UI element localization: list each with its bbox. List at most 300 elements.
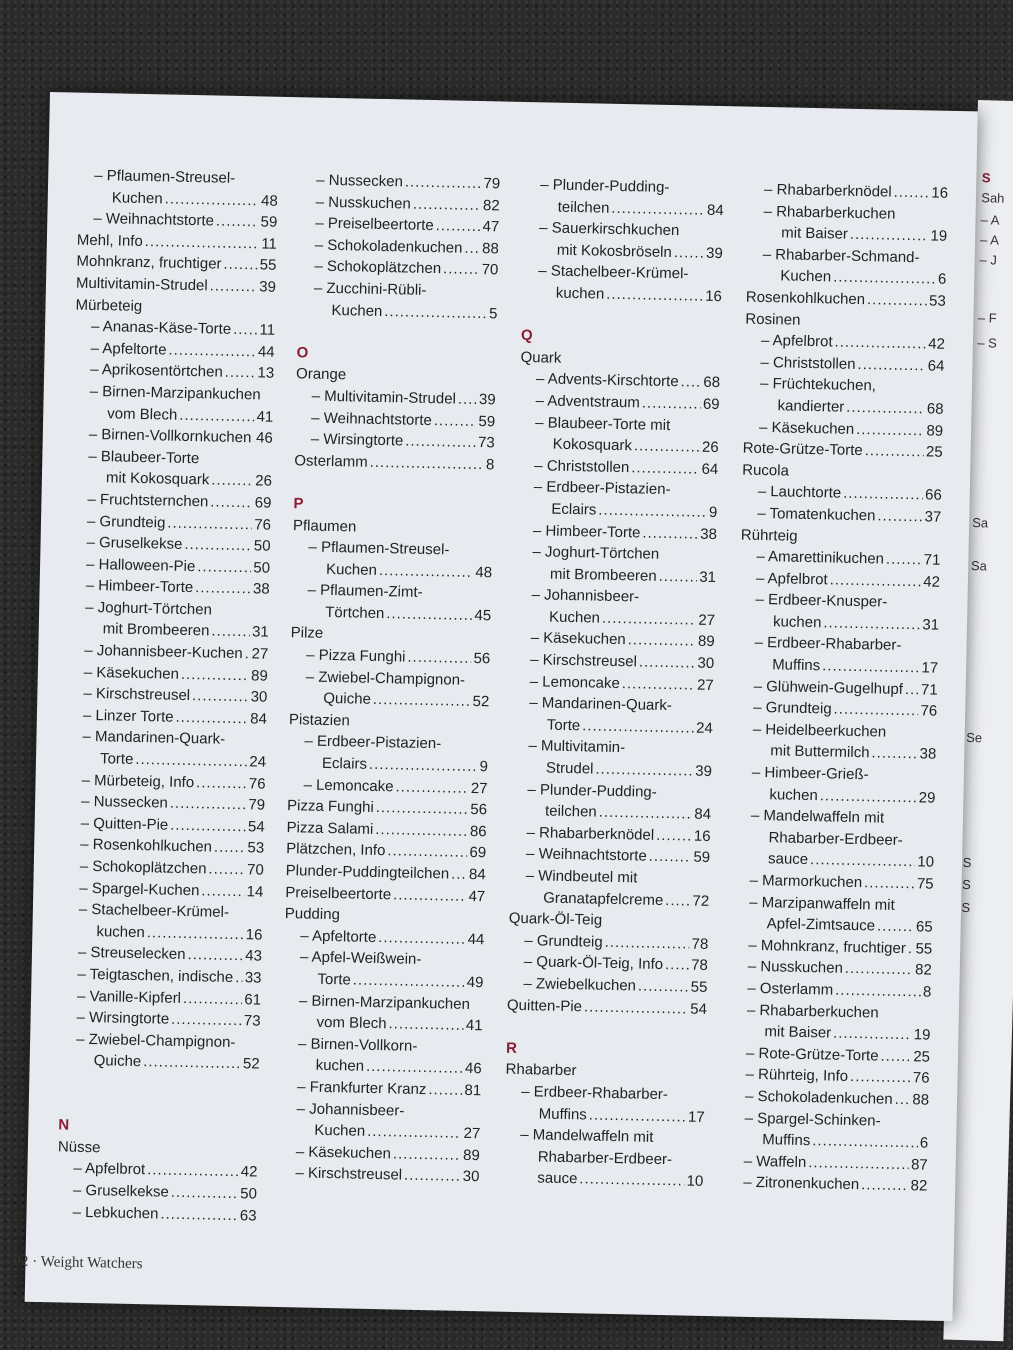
entry-text: Torte xyxy=(99,750,134,768)
index-subentry xyxy=(515,584,715,610)
page-ref: 44 xyxy=(467,930,485,949)
index-subentry xyxy=(747,243,947,269)
dot-leader xyxy=(369,754,478,778)
entry-text: – Nusskuchen xyxy=(315,193,411,213)
dot-leader xyxy=(407,647,472,670)
dot-leader xyxy=(833,1023,912,1046)
entry-text: – Heidelbeerkuchen xyxy=(752,720,887,741)
dot-leader xyxy=(147,922,244,946)
entry-text: – Joghurt-Törtchen xyxy=(532,543,660,563)
entry-text: Muffins xyxy=(771,656,821,675)
entry-text: – Osterlamm xyxy=(747,979,834,999)
dot-leader xyxy=(168,339,256,362)
dot-leader xyxy=(405,171,482,194)
page-ref: 73 xyxy=(243,1012,261,1030)
index-column-1 xyxy=(56,165,278,1227)
entry-text: – Mandarinen-Quark- xyxy=(529,694,673,715)
page-ref: 56 xyxy=(473,650,491,668)
entry-text: Muffins xyxy=(538,1104,587,1123)
entry-text: – Rhabarberknödel xyxy=(526,823,655,844)
index-subentry xyxy=(739,589,939,615)
page-ref: 76 xyxy=(248,774,266,793)
dot-leader xyxy=(451,864,467,886)
dot-leader xyxy=(404,1165,461,1188)
entry-text: – Advents-Kirschtorte xyxy=(535,370,679,391)
next-page-fragment: Sa xyxy=(970,557,988,574)
page-ref: 38 xyxy=(700,525,718,543)
page-ref: 31 xyxy=(251,623,269,642)
dot-leader xyxy=(384,301,487,325)
entry-text: Mohnkranz, fruchtiger xyxy=(76,252,222,274)
dot-leader xyxy=(393,1143,462,1166)
page-ref: 29 xyxy=(918,788,936,807)
dot-leader xyxy=(606,284,703,308)
entry-text: Strudel xyxy=(545,759,594,778)
page-ref: 69 xyxy=(254,494,272,512)
index-subentry xyxy=(522,260,722,286)
entry-text: mit Kokosquark xyxy=(105,469,210,489)
next-page-fragment: S xyxy=(961,876,971,893)
index-subentry xyxy=(523,217,723,243)
dot-leader xyxy=(599,802,693,826)
entry-text: – Lauchtorte xyxy=(757,483,842,502)
entry-text: Multivitamin-Strudel xyxy=(75,274,208,295)
page-ref: 63 xyxy=(239,1206,257,1225)
section-letter: R xyxy=(505,1039,518,1057)
page-ref: 16 xyxy=(245,926,263,944)
page-ref: 88 xyxy=(912,1091,930,1109)
index-subentry xyxy=(735,805,935,831)
dot-leader xyxy=(434,410,477,432)
page-ref: 19 xyxy=(913,1026,931,1044)
dot-leader xyxy=(181,664,250,687)
page-ref: 13 xyxy=(257,364,275,383)
entry-text: – Mandarinen-Quark- xyxy=(82,728,226,749)
entry-text: – Käsekuchen xyxy=(83,663,180,683)
index-page xyxy=(13,92,978,1321)
entry-text: – Pflaumen-Streusel- xyxy=(308,538,450,559)
dot-leader xyxy=(143,1052,241,1076)
dot-leader xyxy=(582,715,694,739)
page-ref: 65 xyxy=(915,918,933,936)
dot-leader xyxy=(386,603,473,626)
dot-leader xyxy=(638,975,689,998)
page-ref: 27 xyxy=(470,779,488,797)
page-ref: 84 xyxy=(250,710,268,728)
entry-text: – Erdbeer-Pistazien- xyxy=(533,478,671,499)
page-ref: 30 xyxy=(250,688,268,706)
entry-text: – Kirschstreusel xyxy=(83,685,191,705)
page-ref: 39 xyxy=(695,762,713,781)
dot-leader xyxy=(833,267,936,291)
entry-text: – Multivitamin- xyxy=(528,737,626,757)
dot-leader xyxy=(864,872,915,895)
page-ref: 8 xyxy=(922,983,932,1001)
dot-leader xyxy=(639,652,696,675)
page-ref: 38 xyxy=(919,745,937,764)
index-subentry xyxy=(74,381,274,407)
dot-leader xyxy=(579,1169,685,1193)
dot-leader xyxy=(147,1160,239,1184)
entry-text: Kuchen xyxy=(548,608,601,627)
dot-leader xyxy=(208,858,245,880)
page-ref: 39 xyxy=(478,390,496,409)
page-ref: 47 xyxy=(468,887,486,905)
entry-text: – Amarettinikuchen xyxy=(756,547,885,568)
page-ref: 44 xyxy=(257,343,275,361)
entry-text: mit Baiser xyxy=(781,224,849,243)
page-ref: 5 xyxy=(488,304,498,322)
page-ref: 42 xyxy=(923,573,941,591)
entry-text: – Weihnachtstorte xyxy=(525,845,647,866)
page-footer xyxy=(13,1253,142,1273)
entry-text: – Pflaumen-Zimt- xyxy=(307,581,423,602)
page-ref: 52 xyxy=(242,1055,260,1073)
entry-text: Kuchen xyxy=(780,267,832,286)
index-subentry xyxy=(524,174,724,200)
dot-leader xyxy=(846,397,925,420)
page-ref: 41 xyxy=(465,1017,483,1035)
entry-text: – Plunder-Pudding- xyxy=(539,176,670,196)
page-ref: 78 xyxy=(691,935,709,953)
entry-text: – Apfelbrot xyxy=(755,569,828,589)
entry-text: – Marzipanwaffeln mit xyxy=(749,893,895,914)
page-ref: 86 xyxy=(469,822,487,841)
page-ref: 79 xyxy=(483,175,501,193)
dot-leader xyxy=(366,1056,463,1080)
page-ref: 16 xyxy=(693,827,711,845)
entry-text: – Johannisbeer- xyxy=(531,586,640,606)
dot-leader xyxy=(658,566,697,588)
entry-text: Rhabarber xyxy=(505,1061,577,1080)
entry-text: Rote-Grütze-Torte xyxy=(742,439,863,460)
dot-leader xyxy=(353,970,465,994)
entry-text: – Gruselkekse xyxy=(86,533,183,553)
dot-leader xyxy=(850,1066,911,1089)
dot-leader xyxy=(379,560,474,584)
page-ref: 49 xyxy=(466,973,484,992)
dot-leader xyxy=(598,499,707,523)
entry-text: mit Brombeeren xyxy=(549,565,657,585)
dot-leader xyxy=(812,1130,918,1154)
dot-leader xyxy=(214,837,246,859)
entry-text: – Ananas-Käse-Torte xyxy=(90,318,232,339)
entry-text: – Apfeltorte xyxy=(300,927,377,946)
page-ref: 78 xyxy=(690,956,709,975)
entry-text: – Zwiebel-Champignon- xyxy=(305,668,466,689)
index-subentry xyxy=(512,735,712,761)
dot-leader xyxy=(656,825,692,847)
dot-leader xyxy=(871,743,918,766)
entry-text: Apfel-Zimtsauce xyxy=(766,915,876,935)
index-subentry xyxy=(281,1098,481,1124)
next-page-fragment: – F xyxy=(977,310,997,326)
dot-leader xyxy=(211,621,250,643)
page-ref: 9 xyxy=(708,503,718,521)
entry-text: Mürbeteig xyxy=(75,296,143,315)
page-ref: 84 xyxy=(468,865,486,884)
entry-text: – Erdbeer-Rhabarber- xyxy=(754,634,902,655)
index-subentry xyxy=(284,946,484,972)
page-ref: 64 xyxy=(701,460,719,478)
entry-text: – Spargel-Kuchen xyxy=(79,879,200,899)
entry-text: – Adventstraum xyxy=(535,392,641,412)
page-ref: 27 xyxy=(463,1125,481,1143)
page-ref: 82 xyxy=(482,196,500,215)
entry-text: – Schokoladenkuchen xyxy=(314,236,463,257)
entry-text: Quiche xyxy=(323,690,372,709)
section-letter: N xyxy=(58,1116,70,1134)
dot-leader xyxy=(413,193,482,216)
page-ref: 55 xyxy=(915,940,933,958)
entry-text: – Tomatenkuchen xyxy=(757,504,876,525)
dot-leader xyxy=(179,404,255,427)
next-page-fragment: S xyxy=(962,854,972,871)
publication-name: Weight Watchers xyxy=(40,1254,143,1273)
page-ref: 79 xyxy=(248,796,266,814)
entry-text: – Rhabarberkuchen xyxy=(746,1001,879,1022)
page-ref: 72 xyxy=(692,892,710,910)
entry-text: Törtchen xyxy=(324,603,385,622)
index-subentry xyxy=(72,445,272,471)
entry-text: – Aprikosentörtchen xyxy=(90,361,223,382)
dot-leader xyxy=(604,932,689,955)
entry-text: – Zwiebel-Champignon- xyxy=(75,1030,236,1051)
entry-text: – Mohnkranz, fruchtiger xyxy=(748,936,907,957)
dot-leader xyxy=(893,182,929,204)
index-subentry xyxy=(78,165,278,191)
entry-text: – Plunder-Pudding- xyxy=(527,780,657,801)
entry-text: – Birnen-Vollkornkuchen xyxy=(88,426,252,447)
dot-leader xyxy=(171,1182,239,1205)
page-ref: 76 xyxy=(920,702,938,720)
page-ref: 84 xyxy=(694,805,712,824)
section-letter: P xyxy=(293,495,304,513)
footer-separator: · xyxy=(32,1253,38,1270)
dot-leader xyxy=(877,916,914,938)
page-ref: 6 xyxy=(919,1134,929,1152)
entry-text: mit Brombeeren xyxy=(102,620,210,640)
index-subentry xyxy=(279,1162,479,1188)
dot-leader xyxy=(211,470,253,492)
entry-text: kuchen xyxy=(555,284,605,303)
entry-text: sauce xyxy=(537,1169,578,1188)
page-ref: 84 xyxy=(706,201,724,219)
dot-leader xyxy=(822,655,920,679)
dot-leader xyxy=(192,685,249,708)
entry-text: Pizza Salami xyxy=(286,818,374,838)
page-ref: 16 xyxy=(931,184,949,202)
entry-text: – Joghurt-Törtchen xyxy=(85,598,213,619)
entry-text: – Pizza Funghi xyxy=(306,646,406,666)
dot-leader xyxy=(225,362,256,384)
next-page-fragment: Sa xyxy=(971,515,989,531)
entry-text: – Apfelbrot xyxy=(760,332,833,351)
entry-text: – Rhabarber-Schmand- xyxy=(762,245,920,267)
page-ref: 24 xyxy=(695,719,713,737)
entry-text: – Weihnachtstorte xyxy=(311,409,433,429)
entry-text: Orange xyxy=(295,365,347,384)
page-ref: 45 xyxy=(474,606,492,625)
entry-text: Kuchen xyxy=(111,188,163,207)
entry-text: Kuchen xyxy=(331,301,383,320)
dot-leader xyxy=(843,483,923,506)
entry-text: Preiselbeertorte xyxy=(285,883,392,903)
dot-leader xyxy=(170,793,247,816)
page-ref: 59 xyxy=(260,213,278,231)
dot-leader xyxy=(611,197,705,221)
page-ref: 27 xyxy=(251,645,269,663)
dot-leader xyxy=(634,435,701,458)
dot-leader xyxy=(894,1089,910,1111)
index-subentry xyxy=(291,579,491,605)
dot-leader xyxy=(820,785,917,809)
dot-leader xyxy=(395,776,469,799)
entry-text: – Christstollen xyxy=(760,353,856,373)
dot-leader xyxy=(857,354,926,377)
page-ref: 68 xyxy=(703,374,721,392)
dot-leader xyxy=(435,215,480,238)
index-subentry xyxy=(282,1033,482,1059)
dot-leader xyxy=(595,759,693,783)
page-ref: 81 xyxy=(464,1081,482,1100)
entry-text: – Weihnachtstorte xyxy=(93,210,215,230)
entry-text: – Stachelbeer-Krümel- xyxy=(78,900,230,922)
dot-leader xyxy=(602,608,697,632)
entry-text: – Quitten-Pie xyxy=(80,814,169,834)
page-ref: 37 xyxy=(924,508,942,526)
dot-leader xyxy=(223,254,258,276)
dot-leader xyxy=(235,967,243,989)
entry-text: – Grundteig xyxy=(753,699,832,718)
dot-leader xyxy=(680,372,701,394)
dot-leader xyxy=(861,1175,909,1198)
entry-text: – Rhabarberknödel xyxy=(763,180,892,201)
dot-leader xyxy=(209,275,257,298)
page-ref: 33 xyxy=(244,969,262,987)
dot-leader xyxy=(373,689,471,713)
entry-text: – Nusskuchen xyxy=(747,958,844,978)
page-ref: 71 xyxy=(920,681,938,699)
entry-text: Rhabarber-Erdbeer- xyxy=(537,1148,673,1168)
dot-leader xyxy=(908,938,914,960)
entry-text: – Grundteig xyxy=(86,512,166,532)
index-subentry xyxy=(728,1107,928,1133)
dot-leader xyxy=(864,440,924,463)
page-ref: 17 xyxy=(687,1108,705,1126)
entry-text: – Glühwein-Gugelhupf xyxy=(753,677,904,698)
page-ref: 82 xyxy=(914,961,932,980)
next-page-fragment: – S xyxy=(977,335,997,351)
page-ref: 70 xyxy=(481,261,499,279)
page-ref: 82 xyxy=(910,1177,928,1195)
entry-text: – Himbeer-Torte xyxy=(85,577,194,597)
page-ref: 50 xyxy=(240,1185,258,1203)
entry-text: Kokosquark xyxy=(552,435,633,455)
entry-text: kuchen xyxy=(315,1057,365,1076)
entry-text: kuchen xyxy=(769,785,818,804)
index-subentry xyxy=(56,1201,256,1227)
entry-text: Quark xyxy=(520,348,562,367)
entry-text: – Mandelwaffeln mit xyxy=(750,807,885,827)
entry-text: Kuchen xyxy=(325,560,378,579)
page-ref: 70 xyxy=(246,861,264,879)
entry-text: teilchen xyxy=(544,802,597,821)
entry-text: – Himbeer-Grieß- xyxy=(751,763,869,784)
page-ref: 53 xyxy=(928,292,946,310)
dot-leader xyxy=(823,612,920,636)
index-entry-continuation xyxy=(297,299,497,325)
entry-text: Osterlamm xyxy=(294,451,368,471)
index-subentry xyxy=(747,200,947,226)
page-ref: 19 xyxy=(930,227,948,246)
entry-text: – Blaubeer-Torte mit xyxy=(535,413,671,434)
entry-text: – Zucchini-Rübli- xyxy=(313,279,427,299)
entry-text: Plätzchen, Info xyxy=(286,840,386,860)
dot-leader xyxy=(378,927,466,950)
entry-text: – Rhabarberkuchen xyxy=(763,202,896,223)
entry-text: – Früchtekuchen, xyxy=(759,375,877,395)
index-subentry xyxy=(298,277,498,303)
index-entry-continuation xyxy=(503,1167,703,1193)
index-column-4 xyxy=(727,179,948,1198)
spacer xyxy=(59,1071,259,1097)
page-ref: 31 xyxy=(699,568,717,586)
entry-text: Plunder-Puddingteilchen xyxy=(285,862,450,883)
page-ref: 25 xyxy=(925,443,943,461)
entry-text: Rhabarber-Erdbeer- xyxy=(768,829,903,849)
page-ref: 39 xyxy=(705,244,723,262)
index-subentry xyxy=(733,891,933,917)
entry-text: – Erdbeer-Pistazien- xyxy=(304,732,442,753)
page-ref: 89 xyxy=(250,666,268,685)
dot-leader xyxy=(880,1045,911,1067)
next-page-fragment: S xyxy=(981,170,991,186)
entry-text: – Quark-Öl-Teig, Info xyxy=(523,953,664,974)
entry-text: – Birnen-Marzipankuchen xyxy=(89,382,261,404)
dot-leader xyxy=(244,643,249,665)
index-subentry xyxy=(744,373,944,399)
dot-leader xyxy=(135,749,247,773)
entry-text: kuchen xyxy=(772,613,822,632)
entry-text: – Vanille-Kipferl xyxy=(76,987,182,1007)
dot-leader xyxy=(195,577,251,600)
dot-leader xyxy=(367,1121,462,1145)
dot-leader xyxy=(833,699,918,722)
entry-text: – Zwiebelkuchen xyxy=(523,975,637,995)
entry-text: – Birnen-Marzipankuchen xyxy=(298,991,471,1013)
entry-text: – Lemoncake xyxy=(529,672,620,692)
next-page-fragment: – J xyxy=(979,252,998,268)
dot-leader xyxy=(160,1203,238,1226)
page-ref: 25 xyxy=(913,1048,931,1066)
section-letter: Q xyxy=(520,327,533,345)
page-ref: 76 xyxy=(254,515,272,534)
entry-text: Pizza Funghi xyxy=(286,797,374,817)
entry-text: – Preiselbeertorte xyxy=(315,214,434,235)
page-ref: 10 xyxy=(686,1172,704,1191)
dot-leader xyxy=(376,797,469,821)
page-ref: 46 xyxy=(464,1060,482,1078)
dot-leader xyxy=(375,819,468,843)
index-subentry xyxy=(731,999,931,1025)
entry-text: – Multivitamin-Strudel xyxy=(311,387,457,408)
page-ref: 31 xyxy=(922,616,940,634)
entry-text: – Christstollen xyxy=(534,456,630,476)
index-subentry xyxy=(511,778,711,804)
dot-leader xyxy=(183,988,243,1011)
dot-leader xyxy=(175,707,248,730)
